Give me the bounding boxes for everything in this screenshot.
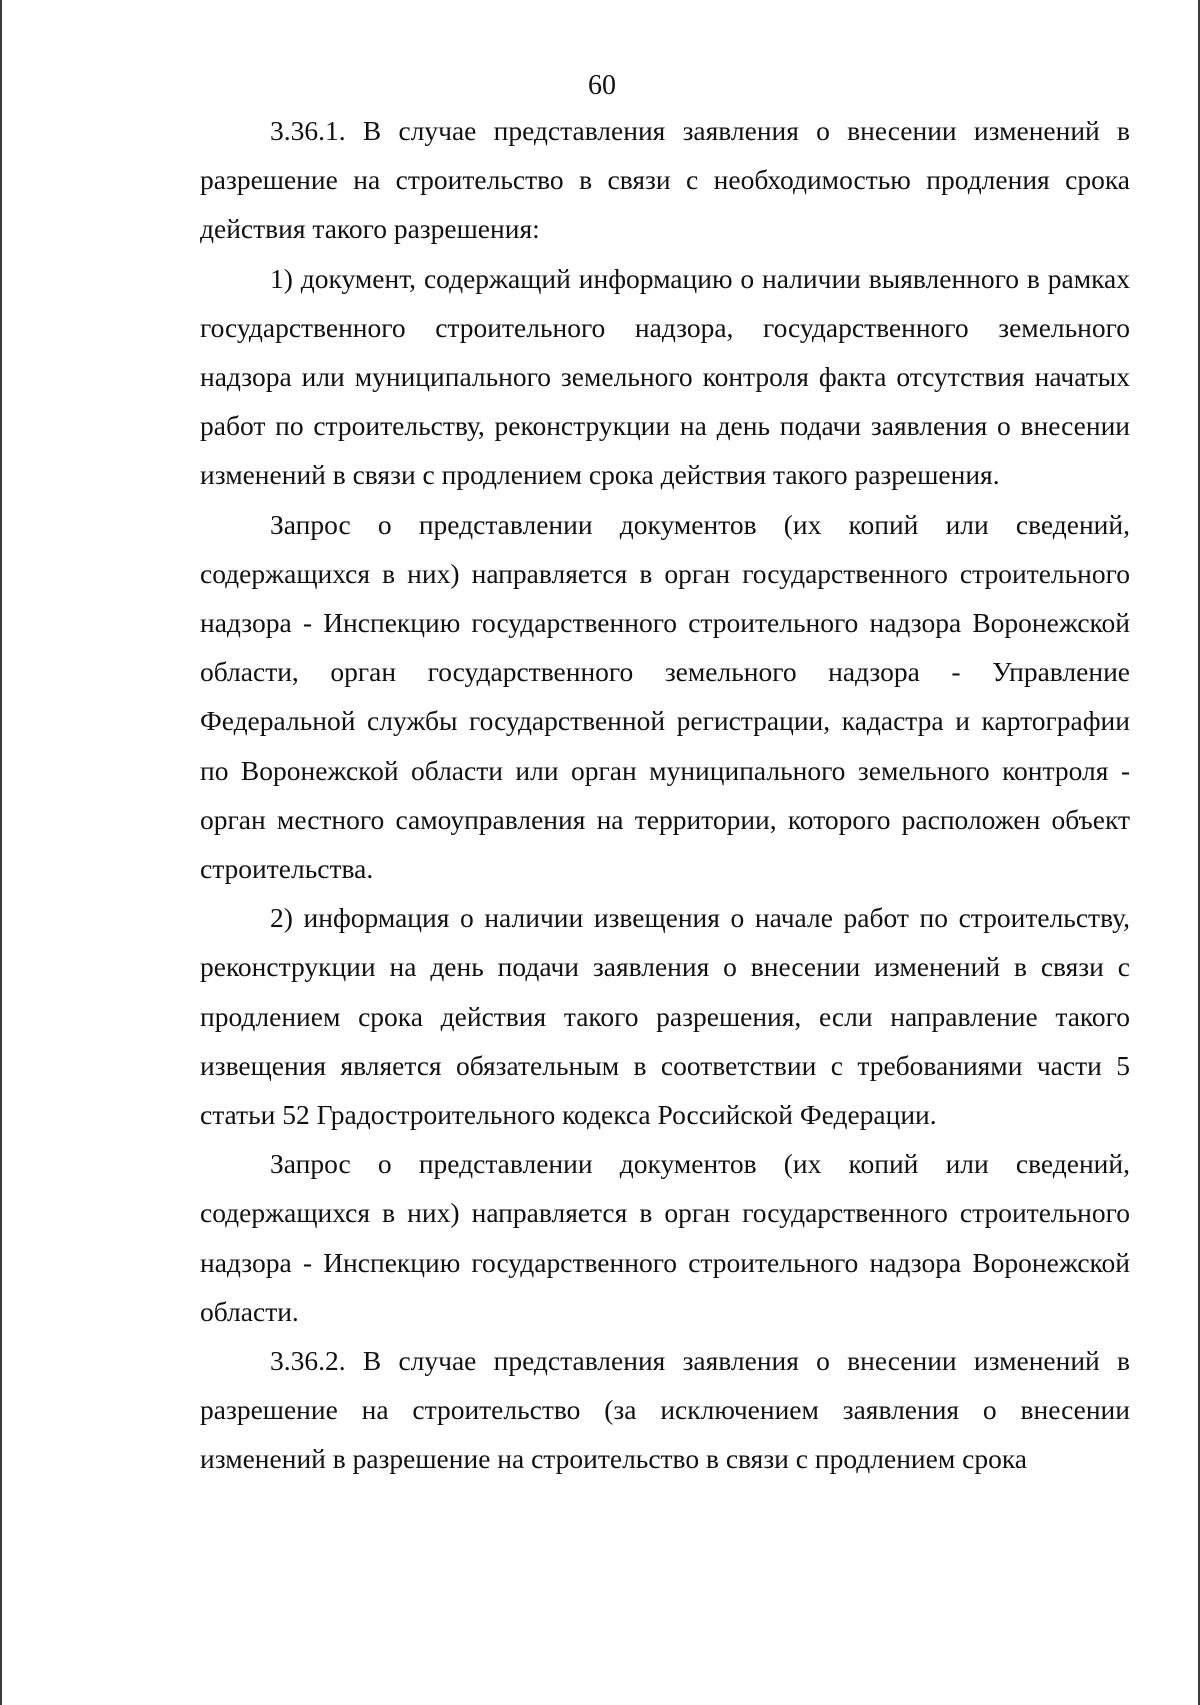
paragraph-3-36-2: 3.36.2. В случае представления заявления о внесении изменений в разрешение на строительство (за исключением заявления о внесении изменений в разрешение на строительство в связи с продлением срока <box>200 1345 1130 1475</box>
page-number: 60 <box>588 70 616 101</box>
paragraph-3-36-1: 3.36.1. В случае представления заявления о внесении изменений в разрешение на строительство в связи с необходимостью продления срока действия такого разрешения: <box>200 115 1130 245</box>
paragraph-request-1: Запрос о представлении документов (их копий или сведений, содержащихся в них) направляется в орган государственного строительного надзора - Инспекцию государственного строительного надзора Воронежской области, орган государственного земельного надзора - Управление Федеральной службы государственной регистрации, кадастра и картографии по Воронежской области или орган муниципального земельного контроля - орган местного самоуправления на территории, которого расположен объект строительства. <box>200 508 1130 885</box>
paragraph-item-1: 1) документ, содержащий информацию о наличии выявленного в рамках государственного строительного надзора, государственного земельного надзора или муниципального земельного контроля факта отсутствия начатых работ по строительству, реконструкции на день подачи заявления о внесении изменений в связи с продлением срока действия такого разрешения. <box>200 262 1130 491</box>
paragraph-request-2: Запрос о представлении документов (их копий или сведений, содержащихся в них) направляется в орган государственного строительного надзора - Инспекцию государственного строительного надзора Воронежской области. <box>200 1148 1130 1327</box>
paragraph-item-2: 2) информация о наличии извещения о начале работ по строительству, реконструкции на день подачи заявления о внесении изменений в связи с продлением срока действия такого разрешения, если направление такого извещения является обязательным в соответствии с требованиями части 5 статьи 52 Градостроительного кодекса Российской Федерации. <box>200 902 1130 1131</box>
document-body <box>200 106 1130 1484</box>
